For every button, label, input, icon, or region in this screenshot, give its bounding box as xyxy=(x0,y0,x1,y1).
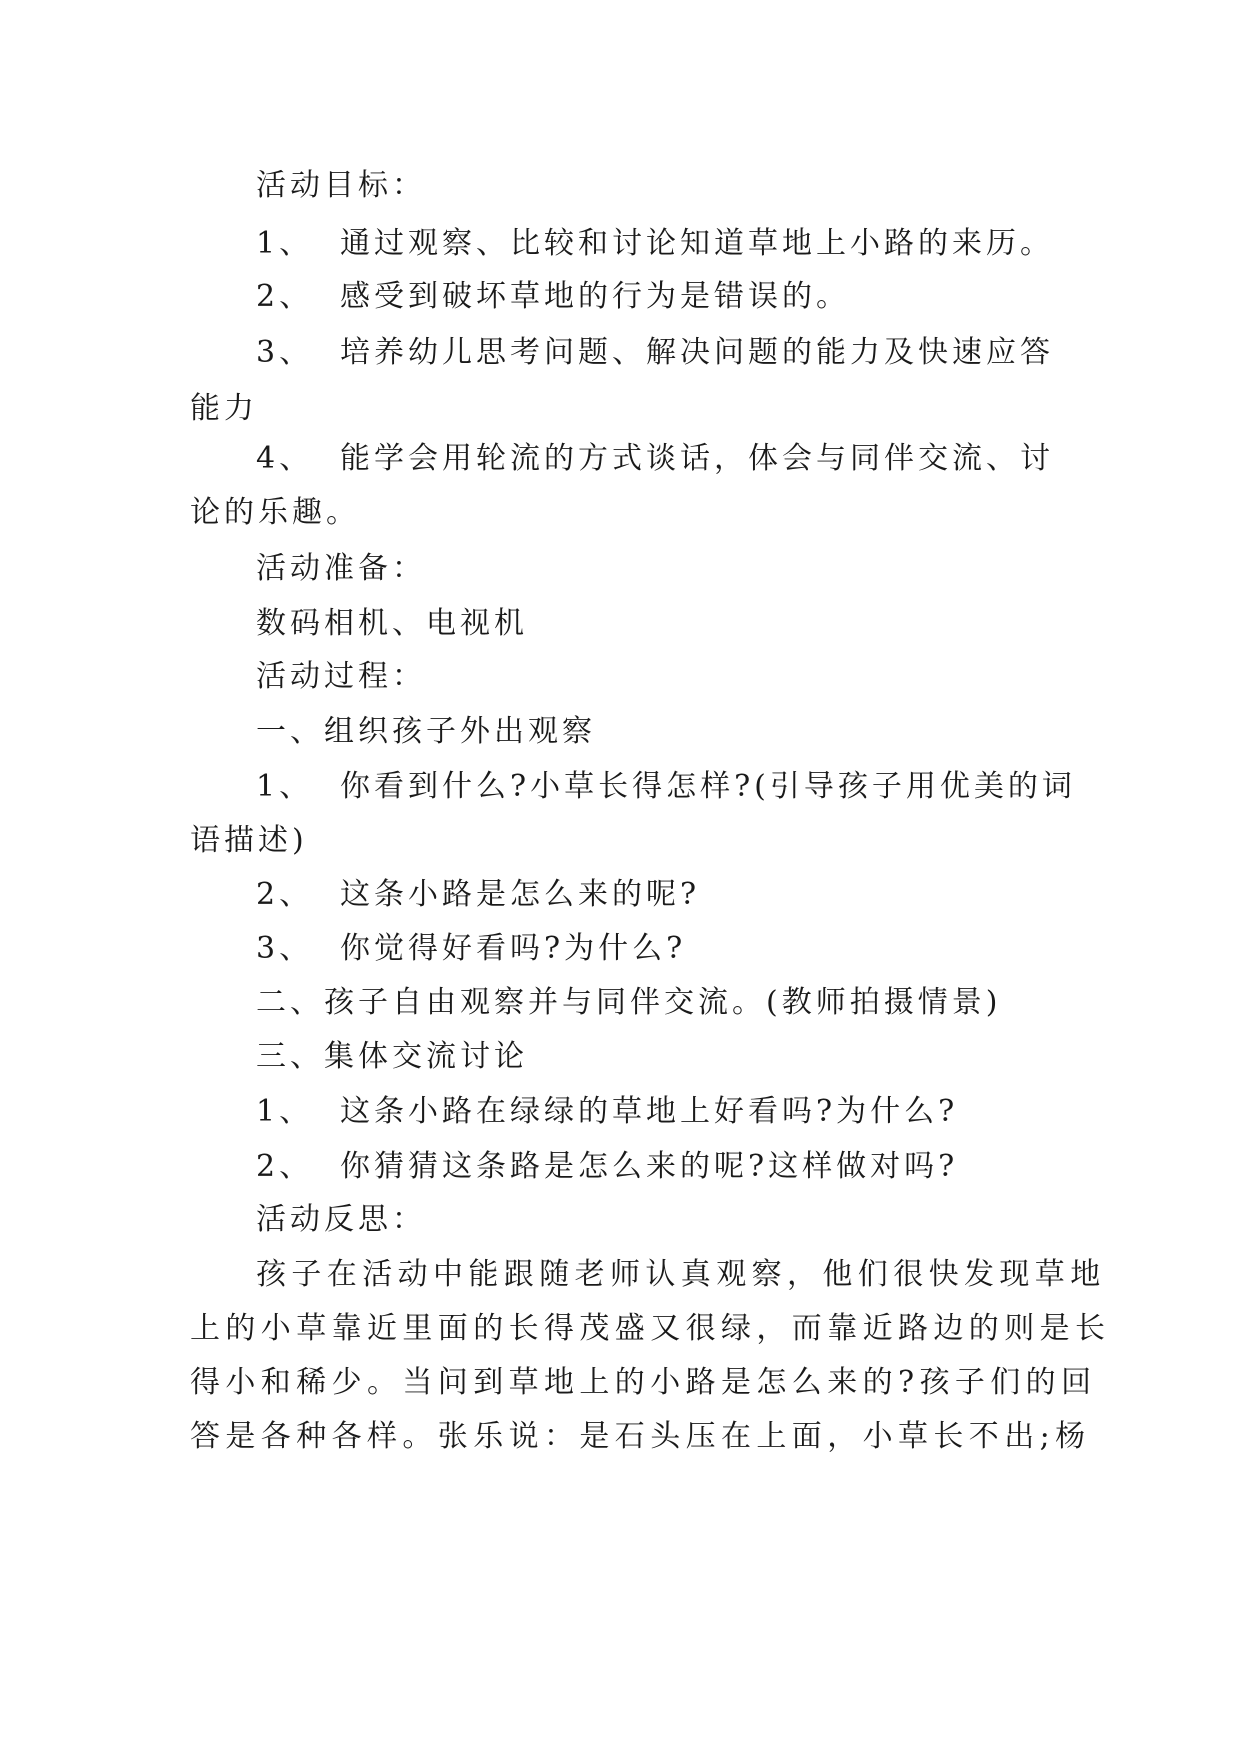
line-text: 活动过程： xyxy=(256,659,426,694)
reflection-paragraph-line-4 xyxy=(190,1408,1091,1466)
line-text: 数码相机、电视机 xyxy=(256,606,528,641)
reflection-paragraph-line-2 xyxy=(190,1300,1111,1358)
reflection-paragraph-line-1 xyxy=(190,1246,1116,1304)
goal-item-4-continued xyxy=(190,484,1050,542)
line-text: 感受到破坏草地的行为是错误的。 xyxy=(340,279,850,314)
list-number: 2、 xyxy=(256,1149,314,1184)
process-1-item-2 xyxy=(190,866,1116,924)
process-1-item-1 xyxy=(190,758,1116,816)
process-1-item-3 xyxy=(190,920,1116,978)
goal-item-1 xyxy=(190,215,1116,273)
list-number: 1、 xyxy=(256,226,314,261)
line-text: 论的乐趣。 xyxy=(190,495,360,530)
heading-activity-prep xyxy=(190,540,1116,598)
line-text: 这条小路在绿绿的草地上好看吗?为什么? xyxy=(340,1094,959,1129)
process-1-item-1-continued xyxy=(190,812,1050,870)
heading-activity-reflection xyxy=(190,1191,1116,1249)
process-step-2 xyxy=(190,974,1116,1032)
process-3-item-1 xyxy=(190,1083,1116,1141)
line-text: 通过观察、比较和讨论知道草地上小路的来历。 xyxy=(340,226,1054,261)
list-number: 1、 xyxy=(256,1094,314,1129)
line-text: 上的小草靠近里面的长得茂盛又很绿，而靠近路边的则是长 xyxy=(190,1311,1111,1346)
process-step-3 xyxy=(190,1028,1116,1086)
line-text: 你猜猜这条路是怎么来的呢?这样做对吗? xyxy=(340,1149,959,1184)
list-number: 4、 xyxy=(256,441,314,476)
line-text: 孩子在活动中能跟随老师认真观察，他们很快发现草地 xyxy=(256,1257,1106,1292)
goal-item-3 xyxy=(190,324,1116,382)
list-number: 1、 xyxy=(256,769,314,804)
process-3-item-2 xyxy=(190,1138,1116,1196)
line-text: 活动目标： xyxy=(256,168,426,203)
line-text: 能力 xyxy=(190,391,258,426)
line-text: 三、集体交流讨论 xyxy=(256,1039,528,1074)
goal-item-4 xyxy=(190,430,1116,488)
line-text: 这条小路是怎么来的呢? xyxy=(340,877,701,912)
list-number: 3、 xyxy=(256,335,314,370)
list-number: 2、 xyxy=(256,279,314,314)
line-text: 得小和稀少。当问到草地上的小路是怎么来的?孩子们的回 xyxy=(190,1365,1097,1400)
reflection-paragraph-line-3 xyxy=(190,1354,1097,1412)
line-text: 语描述) xyxy=(190,823,308,858)
line-text: 二、孩子自由观察并与同伴交流。(教师拍摄情景) xyxy=(256,985,1002,1020)
list-number: 2、 xyxy=(256,877,314,912)
goal-item-2 xyxy=(190,268,1116,326)
heading-activity-goals xyxy=(190,157,1116,215)
heading-activity-process xyxy=(190,648,1116,706)
line-text: 活动准备： xyxy=(256,551,426,586)
line-text: 能学会用轮流的方式谈话，体会与同伴交流、讨 xyxy=(340,441,1054,476)
process-step-1 xyxy=(190,703,1116,761)
line-text: 培养幼儿思考问题、解决问题的能力及快速应答 xyxy=(340,335,1054,370)
line-text: 一、组织孩子外出观察 xyxy=(256,714,596,749)
line-text: 活动反思： xyxy=(256,1202,426,1237)
prep-materials xyxy=(190,595,1116,653)
line-text: 你觉得好看吗?为什么? xyxy=(340,931,687,966)
list-number: 3、 xyxy=(256,931,314,966)
line-text: 你看到什么?小草长得怎样?(引导孩子用优美的词 xyxy=(340,769,1076,804)
line-text: 答是各种各样。张乐说：是石头压在上面，小草长不出;杨 xyxy=(190,1419,1091,1454)
